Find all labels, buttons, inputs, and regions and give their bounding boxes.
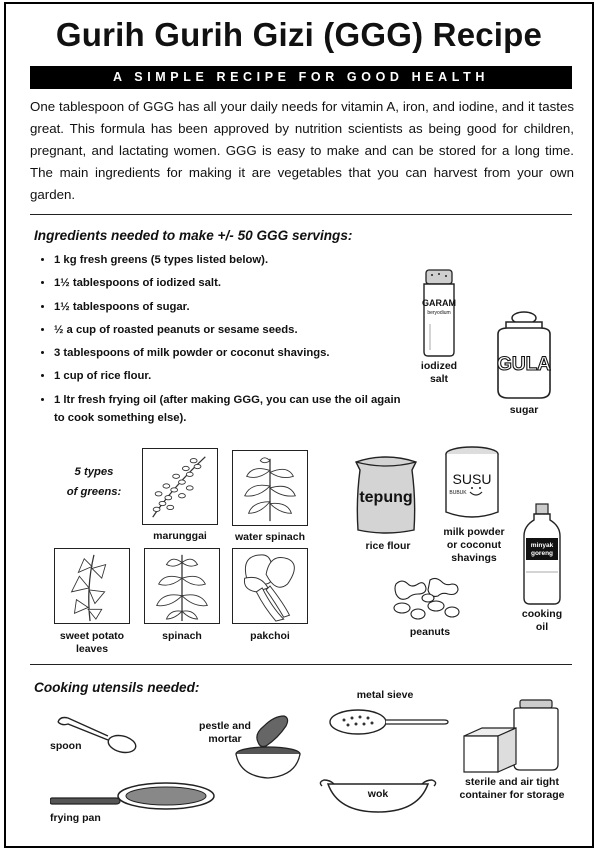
sweet-potato-caption: sweet potato leaves [59, 630, 125, 655]
marunggai-caption: marunggai [153, 530, 207, 542]
salt-jar-label: GARAM [422, 298, 456, 308]
milk-powder-can-icon [442, 444, 502, 522]
ingredient-item: • 1 kg fresh greens (5 types listed below). [54, 251, 414, 269]
ingredient-item: • 1½ tablespoons of sugar. [54, 298, 414, 316]
milk-can-label: SUSU [452, 471, 492, 487]
salt-shaker-icon [416, 266, 462, 358]
frying-pan-icon [50, 780, 218, 816]
page-title: Gurih Gurih Gizi (GGG) Recipe [55, 16, 543, 53]
rice-flour-bag-label: tepung [359, 489, 413, 506]
divider-top [30, 214, 572, 215]
container-caption: sterile and air tight container for storage [459, 776, 565, 801]
spoon-caption: spoon [50, 740, 82, 752]
rice-flour-caption: rice flour [365, 540, 411, 552]
ingredient-item: • ½ a cup of roasted peanuts or sesame seeds. [54, 321, 414, 339]
salt-caption: iodized salt [420, 360, 458, 385]
metal-sieve-icon [328, 704, 452, 738]
oil-bottle-label-line2: goreng [530, 550, 554, 557]
ingredients-heading: Ingredients needed to make +/- 50 GGG servings: [34, 228, 353, 243]
sugar-jar-label: GULA [497, 354, 551, 375]
greens-label: 5 types of greens: [66, 466, 122, 498]
sieve-caption: metal sieve [356, 689, 414, 701]
ingredients-list [34, 251, 414, 432]
subtitle-banner: A SIMPLE RECIPE FOR GOOD HEALTH [30, 66, 572, 89]
spinach-caption: spinach [162, 630, 202, 642]
sugar-caption: sugar [509, 404, 539, 416]
rice-flour-bag-icon [350, 452, 422, 534]
ingredient-item: • 1 cup of rice flour. [54, 367, 414, 385]
mortar-icon [232, 744, 304, 782]
ingredient-item: • 1 ltr fresh frying oil (after making GGG, you can use the oil again to cook something else). [54, 391, 414, 427]
pakchoi-icon [233, 549, 307, 623]
water-spinach-caption: water spinach [234, 531, 306, 543]
cooking-oil-caption: cooking oil [521, 608, 563, 633]
sweet-potato-leaves-icon [55, 549, 129, 623]
spinach-image [144, 548, 220, 624]
peanuts-caption: peanuts [409, 626, 451, 638]
sweet-potato-leaves-image [54, 548, 130, 624]
utensils-heading: Cooking utensils needed: [34, 680, 200, 695]
pestle-icon [252, 712, 292, 748]
water-spinach-icon [233, 451, 307, 525]
pakchoi-caption: pakchoi [250, 630, 290, 642]
oil-bottle-label-line1: minyak [530, 542, 554, 549]
sugar-jar-icon [484, 308, 564, 400]
storage-container-icon [460, 696, 564, 776]
wok-caption: wok [367, 788, 389, 800]
peanuts-icon [388, 574, 468, 624]
ingredient-item: • 1½ tablespoons of iodized salt. [54, 274, 414, 292]
spinach-icon [145, 549, 219, 623]
intro-paragraph: One tablespoon of GGG has all your daily needs for vitamin A, iron, and iodine, and it tastes great. This formula has been approved by nutrition scientists as being good for children, pregnant, and lactating women. GGG is easy to make and can be stored for a long time. The main ingredients for making it are vegetables that you can harvest from your own garden. [30, 99, 574, 202]
water-spinach-image [232, 450, 308, 526]
marunggai-image [142, 448, 218, 525]
marunggai-icon [143, 449, 217, 524]
milk-can-sublabel: BUBUK [449, 490, 467, 496]
salt-jar-sublabel: beryodium [427, 310, 451, 316]
milk-powder-caption: milk powder or coconut shavings [443, 526, 505, 564]
frying-pan-caption: frying pan [50, 812, 101, 824]
cooking-oil-bottle-icon [520, 502, 564, 606]
ingredient-item: • 3 tablespoons of milk powder or coconut shavings. [54, 344, 414, 362]
divider-bottom [30, 664, 572, 665]
recipe-page [4, 2, 594, 848]
pakchoi-image [232, 548, 308, 624]
pestle-caption: pestle and mortar [199, 720, 251, 745]
